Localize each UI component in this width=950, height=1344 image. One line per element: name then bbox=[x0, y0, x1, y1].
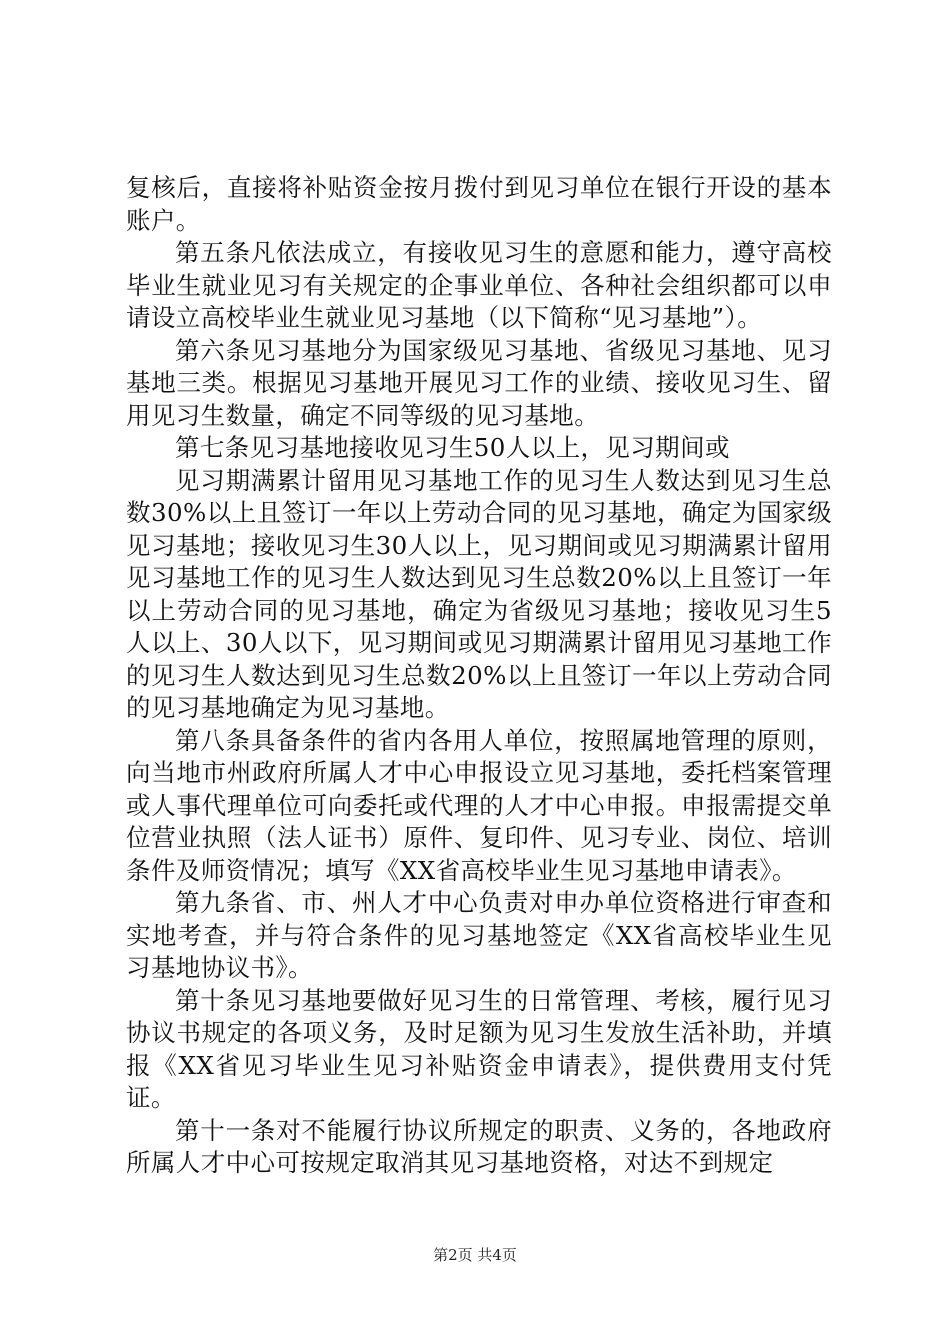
paragraph-article-10: 第十条见习基地要做好见习生的日常管理、考核，履行见习协议书规定的各项义务，及时足额为见习生发放生活补助，并填报《XX省见习毕业生见习补贴资金申请表》，提供费用支付凭证。 bbox=[126, 985, 832, 1112]
document-body bbox=[126, 172, 832, 1180]
paragraph-1: 复核后，直接将补贴资金按月拨付到见习单位在银行开设的基本账户。 bbox=[126, 173, 832, 235]
paragraph-article-5: 第五条凡依法成立，有接收见习生的意愿和能力，遵守高校毕业生就业见习有关规定的企事业单位、各种社会组织都可以申请设立高校毕业生就业见习基地（以下简称“见习基地”）。 bbox=[126, 238, 832, 332]
paragraph-article-11: 第十一条对不能履行协议所规定的职责、义务的，各地政府所属人才中心可按规定取消其见习基地资格，对达不到规定 bbox=[126, 1115, 832, 1177]
paragraph-article-9: 第九条省、市、州人才中心负责对申办单位资格进行审查和实地考查，并与符合条件的见习基地签定《XX省高校毕业生见习基地协议书》。 bbox=[126, 888, 832, 982]
paragraph-article-6: 第六条见习基地分为国家级见习基地、省级见习基地、见习基地三类。根据见习基地开展见习工作的业绩、接收见习生、留用见习生数量，确定不同等级的见习基地。 bbox=[126, 335, 832, 430]
paragraph-article-8: 第八条具备条件的省内各用人单位，按照属地管理的原则，向当地市州政府所属人才中心申报设立见习基地，委托档案管理或人事代理单位可向委托或代理的人才中心申报。申报需提交单位营业执照（法人证书）原件、复印件、见习专业、岗位、培训条件及师资情况；填写《XX省高校毕业生见习基地申请表》。 bbox=[126, 725, 832, 885]
page-number-footer: 第2页 共4页 bbox=[433, 1246, 517, 1264]
paragraph-article-7: 第七条见习基地接收见习生50人以上，见习期间或 bbox=[175, 433, 730, 462]
paragraph-article-7-continued: 见习期满累计留用见习基地工作的见习生人数达到见习生总数30%以上且签订一年以上劳动合同的见习基地，确定为国家级见习基地；接收见习生30人以上，见习期间或见习期满累计留用见习基地工作的见习生人数达到见习生总数20%以上且签订一年以上劳动合同的见习基地，确定为省级见习基地；接收见习生5人以上、30人以下，见习期间或见习期满累计留用见习基地工作的见习生人数达到见习生总数20%以上且签订一年以上劳动合同的见习基地确定为见习基地。 bbox=[126, 465, 832, 722]
